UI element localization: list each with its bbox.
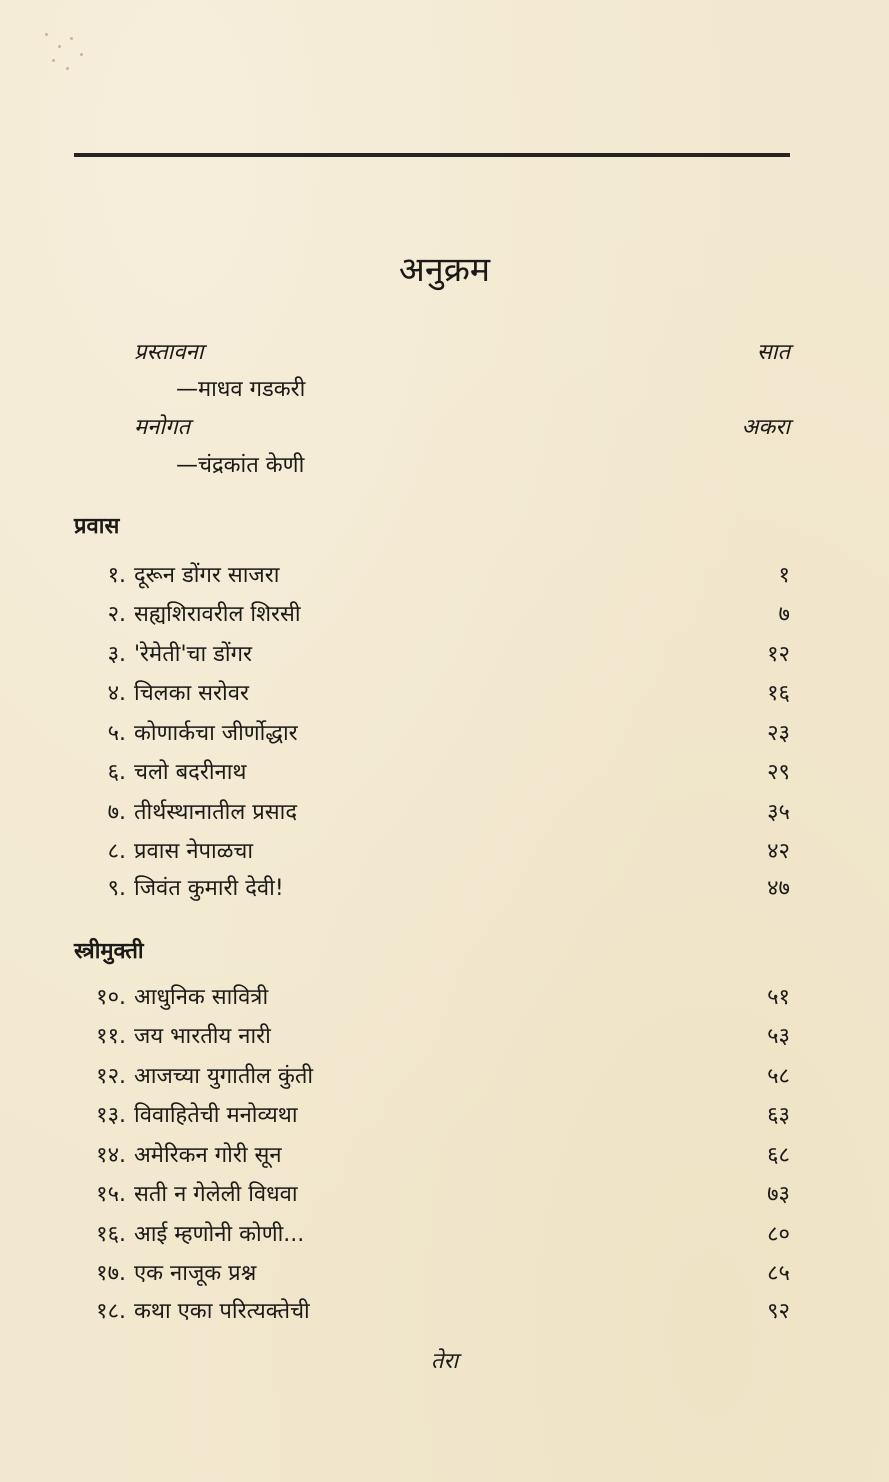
toc-entry-number: ९.	[107, 876, 126, 901]
toc-entry[interactable]	[70, 600, 790, 630]
toc-entry-number: १५.	[96, 1182, 126, 1207]
toc-entry-title: विवाहितेची मनोव्यथा	[134, 1103, 298, 1128]
front-matter-page-2: अकरा	[741, 415, 790, 440]
toc-entry-title: सह्यशिरावरील शिरसी	[134, 602, 301, 627]
toc-entry[interactable]	[70, 837, 790, 867]
toc-entry[interactable]	[70, 1141, 790, 1171]
toc-entry-title: एक नाजूक प्रश्न	[134, 1261, 257, 1286]
toc-entry-page: ५८	[767, 1064, 790, 1089]
toc-entry-number: ८.	[107, 839, 126, 864]
toc-entry-page: २३	[767, 721, 790, 746]
front-matter-author-1: —माधव गडकरी	[176, 377, 306, 402]
page-number-footer: तेरा	[430, 1349, 459, 1374]
toc-entry-title: कथा एका परित्यक्तेची	[134, 1299, 310, 1324]
toc-entry[interactable]	[70, 1259, 790, 1289]
toc-entry-title: आई म्हणोनी कोणी...	[134, 1222, 305, 1247]
toc-entry[interactable]	[70, 719, 790, 749]
toc-entry-page: १२	[767, 642, 790, 667]
toc-entry-number: १६.	[96, 1222, 126, 1247]
toc-entry-page: ३५	[767, 800, 790, 825]
front-matter-author-2: —चंद्रकांत केणी	[176, 453, 305, 478]
toc-entry-title: 'रेमेती'चा डोंगर	[134, 642, 253, 667]
toc-entry-number: १०.	[96, 985, 126, 1010]
toc-entry-number: ३.	[107, 642, 126, 667]
toc-entry-page: ७३	[767, 1182, 790, 1207]
toc-entry-page: ६८	[767, 1143, 790, 1168]
toc-entry-number: ७.	[107, 800, 126, 825]
toc-entry-page: ७	[778, 602, 790, 627]
toc-entry[interactable]	[70, 1220, 790, 1250]
front-matter-page-1: सात	[756, 340, 790, 365]
toc-entry-number: १४.	[96, 1143, 126, 1168]
toc-entry-number: ५.	[107, 721, 126, 746]
toc-entry-number: ११.	[96, 1024, 126, 1049]
toc-entry-title: चिलका सरोवर	[134, 681, 249, 706]
toc-entry[interactable]	[70, 1022, 790, 1052]
toc-entry-page: ८५	[767, 1261, 790, 1286]
toc-entry-number: १८.	[96, 1299, 126, 1324]
toc-entry[interactable]	[70, 798, 790, 828]
toc-entry[interactable]	[70, 758, 790, 788]
toc-entry-title: दूरून डोंगर साजरा	[134, 563, 280, 588]
toc-entry[interactable]	[70, 983, 790, 1013]
toc-entry-title: जिवंत कुमारी देवी!	[134, 876, 284, 901]
toc-entry-number: ६.	[107, 760, 126, 785]
toc-entry-title: आजच्या युगातील कुंती	[134, 1064, 314, 1089]
toc-entry[interactable]	[70, 1062, 790, 1092]
toc-entry-page: ८०	[767, 1222, 790, 1247]
page-title: अनुक्रम	[398, 250, 491, 290]
toc-entry[interactable]	[70, 561, 790, 591]
toc-entry[interactable]	[70, 874, 790, 904]
toc-entry-title: कोणार्कचा जीर्णोद्धार	[134, 721, 298, 746]
toc-entry-page: ५३	[767, 1024, 790, 1049]
toc-entry[interactable]	[70, 1297, 790, 1327]
toc-entry-number: १.	[107, 563, 126, 588]
toc-entry-page: ६३	[767, 1103, 790, 1128]
front-matter-title-1: प्रस्तावना	[134, 340, 204, 365]
toc-entry-title: तीर्थस्थानातील प्रसाद	[134, 800, 297, 825]
toc-entry[interactable]	[70, 679, 790, 709]
paper-specks	[40, 25, 100, 85]
toc-entry[interactable]	[70, 640, 790, 670]
toc-entry-page: ९२	[767, 1299, 790, 1324]
section-heading-strimukti: स्त्रीमुक्ती	[74, 939, 144, 964]
top-rule	[74, 153, 790, 157]
toc-entry-number: १२.	[96, 1064, 126, 1089]
front-matter-title-2: मनोगत	[134, 415, 190, 440]
toc-entry[interactable]	[70, 1101, 790, 1131]
toc-entry[interactable]	[70, 1180, 790, 1210]
toc-entry-page: १६	[767, 681, 790, 706]
toc-entry-page: ५१	[767, 985, 790, 1010]
toc-entry-title: सती न गेलेली विधवा	[134, 1182, 298, 1207]
toc-entry-page: ४२	[767, 839, 790, 864]
toc-entry-title: चलो बदरीनाथ	[134, 760, 247, 785]
toc-entry-title: अमेरिकन गोरी सून	[134, 1143, 282, 1168]
toc-entry-title: प्रवास नेपाळचा	[134, 839, 254, 864]
toc-entry-number: ४.	[107, 681, 126, 706]
toc-entry-page: १	[778, 563, 790, 588]
toc-entry-number: १३.	[96, 1103, 126, 1128]
toc-entry-page: ४७	[767, 876, 790, 901]
toc-entry-number: २.	[107, 602, 126, 627]
toc-entry-title: जय भारतीय नारी	[134, 1024, 271, 1049]
section-heading-pravas: प्रवास	[74, 514, 120, 539]
toc-entry-page: २९	[767, 760, 790, 785]
toc-entry-number: १७.	[96, 1261, 126, 1286]
toc-entry-title: आधुनिक सावित्री	[134, 985, 269, 1010]
